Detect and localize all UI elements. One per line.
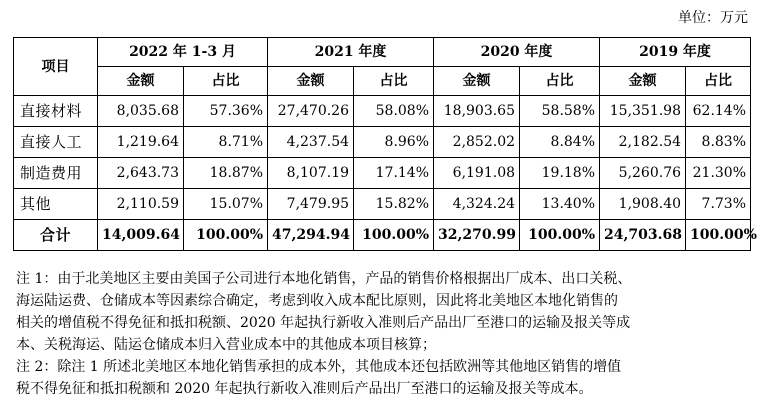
note-line: 注 2：除注 1 所述北美地区本地化销售承担的成本外，其他成本还包括欧洲等其他地区销售的增值	[16, 359, 622, 375]
ratio-cell: 7.73%	[686, 189, 751, 220]
table-row	[14, 96, 751, 127]
amount-cell: 14,009.64	[98, 220, 184, 251]
table-row	[14, 127, 751, 158]
amount-cell: 2,182.54	[600, 127, 686, 158]
period-header: 2021 年度	[268, 38, 434, 67]
amount-cell: 15,351.98	[600, 96, 686, 127]
amount-cell: 2,643.73	[98, 158, 184, 189]
amount-cell: 4,237.54	[268, 127, 354, 158]
amount-cell: 27,470.26	[268, 96, 354, 127]
total-row	[14, 220, 751, 251]
ratio-cell: 8.96%	[354, 127, 434, 158]
row-label: 直接材料	[14, 96, 98, 127]
ratio-cell: 8.71%	[184, 127, 268, 158]
table-row	[14, 158, 751, 189]
total-label: 合计	[14, 220, 98, 251]
ratio-header: 占比	[520, 67, 600, 96]
unit-label: 单位：万元	[678, 10, 748, 26]
amount-cell: 5,260.76	[600, 158, 686, 189]
ratio-cell: 13.40%	[520, 189, 600, 220]
note-line: 海运陆运费、仓储成本等因素综合确定，考虑到收入成本配比原则，因此将北美地区本地化销售的	[16, 293, 618, 309]
period-header: 2019 年度	[600, 38, 751, 67]
note-line: 相关的增值税不得免征和抵扣税额、2020 年起执行新收入准则后产品出厂至港口的运输及报关等成	[16, 315, 631, 331]
ratio-cell: 15.82%	[354, 189, 434, 220]
ratio-cell: 58.58%	[520, 96, 600, 127]
ratio-cell: 21.30%	[686, 158, 751, 189]
amount-cell: 1,908.40	[600, 189, 686, 220]
ratio-cell: 18.87%	[184, 158, 268, 189]
amount-cell: 1,219.64	[98, 127, 184, 158]
ratio-header: 占比	[686, 67, 751, 96]
ratio-cell: 8.83%	[686, 127, 751, 158]
ratio-cell: 57.36%	[184, 96, 268, 127]
ratio-cell: 17.14%	[354, 158, 434, 189]
amount-header: 金额	[268, 67, 354, 96]
amount-cell: 7,479.95	[268, 189, 354, 220]
table-row	[14, 189, 751, 220]
ratio-cell: 15.07%	[184, 189, 268, 220]
ratio-cell: 100.00%	[686, 220, 751, 251]
amount-cell: 24,703.68	[600, 220, 686, 251]
amount-cell: 4,324.24	[434, 189, 520, 220]
amount-cell: 8,035.68	[98, 96, 184, 127]
note-line: 税不得免征和抵扣税额和 2020 年起执行新收入准则后产品出厂至港口的运输及报关等成本。	[16, 381, 593, 397]
row-label: 直接人工	[14, 127, 98, 158]
amount-cell: 32,270.99	[434, 220, 520, 251]
ratio-header: 占比	[354, 67, 434, 96]
amount-cell: 6,191.08	[434, 158, 520, 189]
amount-header: 金额	[600, 67, 686, 96]
note-line: 注 1：由于北美地区主要由美国子公司进行本地化销售，产品的销售价格根据出厂成本、出口关税、	[16, 271, 632, 287]
ratio-cell: 62.14%	[686, 96, 751, 127]
period-header: 2020 年度	[434, 38, 600, 67]
amount-cell: 47,294.94	[268, 220, 354, 251]
notes-section	[16, 268, 754, 400]
row-label: 制造费用	[14, 158, 98, 189]
amount-cell: 2,852.02	[434, 127, 520, 158]
amount-cell: 2,110.59	[98, 189, 184, 220]
amount-header: 金额	[434, 67, 520, 96]
amount-cell: 18,903.65	[434, 96, 520, 127]
cost-structure-table	[13, 37, 757, 251]
row-label: 其他	[14, 189, 98, 220]
amount-header: 金额	[98, 67, 184, 96]
note-line: 本、关税海运、陆运仓储成本归入营业成本中的其他成本项目核算；	[16, 337, 436, 353]
ratio-cell: 58.08%	[354, 96, 434, 127]
amount-cell: 8,107.19	[268, 158, 354, 189]
ratio-cell: 100.00%	[184, 220, 268, 251]
ratio-cell: 19.18%	[520, 158, 600, 189]
ratio-cell: 100.00%	[520, 220, 600, 251]
ratio-cell: 100.00%	[354, 220, 434, 251]
ratio-header: 占比	[184, 67, 268, 96]
ratio-cell: 8.84%	[520, 127, 600, 158]
period-header: 2022 年 1-3 月	[98, 38, 268, 67]
item-header: 项目	[14, 38, 98, 96]
